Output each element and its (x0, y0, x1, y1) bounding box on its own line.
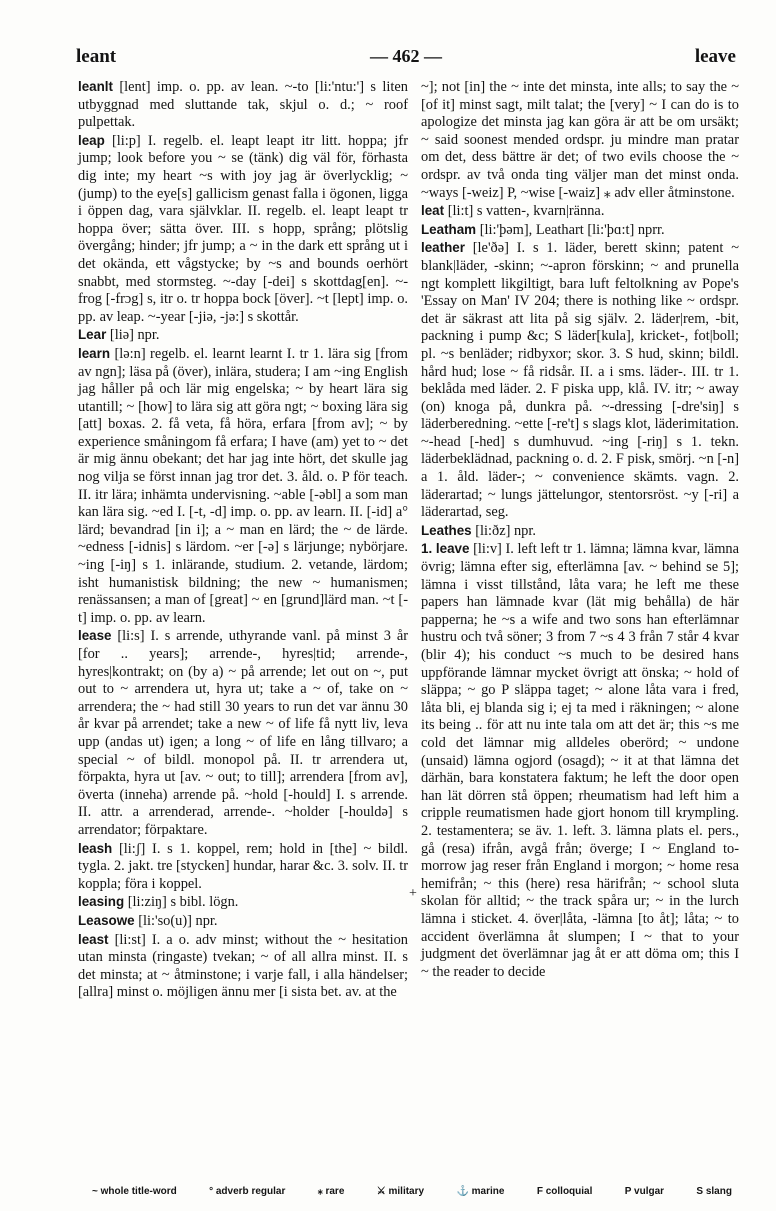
legend-military: ⚔ military (376, 1186, 425, 1197)
headword: Leasowe (78, 912, 135, 928)
abbreviation-legend (92, 1186, 732, 1204)
legend-colloquial: F colloquial (536, 1186, 593, 1197)
page-number: — 462 — (370, 46, 442, 66)
entry-text: [li:s] I. s arrende, uthyrande vanl. på minst 3 år [for .. years]; arrende-, hyres|tid; arrende-, hyres|kontrakt; on (by a) ~ på arrende; let out on ~, put out to ~ arrendera ut, hyra ut; take a ~ of, take on ~ arrendera; the ~ had still 30 years to run det var ännu 30 år kvar på arrendet; take a new ~ of life få nytt liv, leva upp (andas ut) igen; a long ~ of life en lång tillvaro; a special ~ of bildl. monopol på. II. tr arrendera ut, förpakta, hyra ut [av. ~ out; to till]; arrendera [from av], överta (inneha) arrende på. ~hold [-hould] I. s arrende. II. attr. a arrenderad, arrende-. ~holder [-houldə] s arrendator; förpaktare. (78, 628, 408, 838)
margin-plus-mark: + (409, 886, 417, 901)
entry-text: [li:t] s vatten-, kvarn|ränna. (447, 203, 605, 220)
headword: learn (78, 345, 111, 361)
legend-vulgar: P vulgar (624, 1186, 665, 1197)
legend-marine: ⚓ marine (456, 1186, 505, 1197)
entry-leasing (78, 893, 408, 912)
entry-text: [li:v] I. left left tr 1. lämna; lämna kvar, lämna övrig; lämna efter sig, efterlämna [av. ~ behind se 5]; lämna i visst tillstånd, låta vara; he left me these papers han lämnade kvar (lät mig behålla) de här papperna; he ~s a wife and two sons han efterlämnar hustru och två söner; 3 from 7 ~s 4 3 från 7 står 4 kvar (blir 4); his conduct ~s much to be desired hans uppförande lämnar mycket övrigt att önska; ~ hold of släppa; ~ go P släppa taget; ~ alone låta vara i fred, låta bli, ej blanda sig i; ej ta med i räkningen; ~ alone its being .. för att nu inte tala om att det är; this ~s me cold det lämnar mig alldeles oberörd; ~ undone (unsaid) lämna ogjord (osagd); ~ it at that lämna det därhän, bara konstatera faktum; he left the door open han lät dörren stå öppen; rheumatism had left him a cripple reumatismen hade gjort honom till krympling. 2. testamentera; se äv. 1. left. 3. lämna plats el. pers., gå (resa) ifrån, avgå från; överge; I ~ England to-morrow jag reser från England i morgon; ~ home resa hemifrån; ~ this (here) resa härifrån; ~ school sluta skolan för alltid; ~ the track spåra ur; ~ in the lurch lämna i sticket. 4. över|låta, -lämna [to åt]; låta; ~ to accident överlämna åt slumpen; I ~ that to your judgment det överlämnar jag åt er att döma om; this I ~ the reader to decide (421, 541, 739, 980)
legend-rare: ⁎ rare (317, 1186, 345, 1197)
entry-lear (78, 326, 408, 345)
entry-leatham (421, 221, 739, 240)
headword: 1. leave (421, 541, 470, 557)
entry-text: [li:ʃ] I. s 1. koppel, rem; hold in [the] ~ bildl. tygla. 2. jakt. tre [stycken] hundar, harar &c. 3. solv. II. tr koppla; föra i koppel. (78, 840, 408, 892)
entry-lease (78, 627, 408, 839)
headword: Leatham (421, 221, 477, 237)
entry-text: [li:ziŋ] s bibl. lögn. (127, 894, 239, 911)
entry-text: [li:ðz] npr. (475, 522, 536, 539)
headword: Leathes (421, 522, 472, 538)
entry-leap (78, 132, 408, 327)
entry-text: ~]; not [in] the ~ inte det minsta, inte alls; to say the ~ [of it] minst sagt, milt talat; the [very] ~ I can do is to apologize det minsta jag kan göra är att be om ursäkt; ~ said soonest mended ordspr. ju mindre man pratar om det, dess bättre är det; of two evils choose the ~ ordspr. av två onda ting väljer man det minst onda. ~ways [-weiz] P, ~wise [-waiz] ⁎ adv eller åtminstone. (421, 79, 739, 201)
entry-leant (78, 78, 408, 132)
header-right-guideword: leave (694, 46, 736, 67)
page-header (76, 46, 736, 72)
headword: Lear (78, 327, 107, 343)
entry-learn (78, 345, 408, 628)
entry-text: [li:'þəm], Leathart [li:'þɑ:t] nprr. (479, 221, 665, 238)
headword: leap (78, 132, 105, 148)
entry-least (78, 931, 408, 1002)
headword: lease (78, 628, 112, 644)
header-left-guideword: leant (76, 46, 117, 67)
entry-leave (421, 540, 739, 981)
right-column (421, 78, 739, 981)
entry-text: [li:st] I. a o. adv minst; without the ~ hesitation utan minsta (ringaste) tvekan; ~ of all allra minst. II. s det minsta; at ~ åtminstone; i varje fall, i alla händelser; [allra] minst o. möjligen ännu mer [i sista bet. av. at the (78, 931, 408, 1001)
entry-text: [le'ðə] I. s 1. läder, berett skinn; patent ~ blank|läder, -skinn; ~-apron förskinn; ~ and prunella ngt komplett likgiltigt, bara luft feltolkning av Pope's 'Essay on Man' IV 204; there is nothing like ~ ordspr. det är säkrast att lita på sig själv. 2. läder|rem, -bit, packning i pump &c; S läder[kula], kricket-, fot|boll; pl. ~s benläder; ridbyxor; skor. 3. S hud, skinn; bildl. hård hud; lose ~ få ridsår. II. a i sms. läder-. III. tr 1. beklåda med läder. 2. F piska upp, klå. IV. itr; ~ away (on) knoga på, dunkra på. ~-dressing [-dre'siŋ] s läderberedning. ~ette [-re't] s slags klot, läderimitation. ~-head [-hed] s dumhuvud. ~ing [-riŋ] s 1. tekn. läderbeklädnad, packning o. d. 2. F pisk, smörj. ~n [-n] a 1. åld. läder-; ~ convenience skämts. vagn. 2. läderartad; ~ lungs jättelungor, stentorsröst. ~y [-ri] a läderartad, seg. (421, 240, 739, 521)
entry-text: [liə] npr. (109, 327, 160, 344)
headword: leat (421, 203, 445, 219)
entry-leathes (421, 522, 739, 541)
left-column (78, 78, 408, 1002)
entry-least-continued (421, 78, 739, 202)
headword: least (78, 931, 109, 947)
headword: leasing (78, 894, 125, 910)
entry-leasowe (78, 912, 408, 931)
entry-leash (78, 840, 408, 894)
entry-text: [lə:n] regelb. el. learnt learnt I. tr 1. lära sig [from av ngn]; läsa på (över), inlära, studera; I am ~ing English jag håller på och lär mig engelska; ~ by heart lära sig utantill; ~ [how] to lära sig att göra ngt; ~ boxing lära sig [att] boxas. 2. få veta, få höra, erfara [from av]; ~ by experience småningom få erfara; I have (am) yet to ~ det är mig ännu obekant; det har jag inte hört, det skulle jag nog vilja se först innan jag tror det. 3. åld. o. P för teach. II. itr lära; inhämta undervisning. ~able [-əbl] a som man kan lära sig. ~ed I. [-t, -d] imp. o. pp. av learn. II. [-id] a° lärd; bevandrad [in i]; a ~ man en lärd; the ~ de lärde. ~edness [-idnis] s lärdom. ~er [-ə] s lärjunge; nybörjare. ~ing [-iŋ] s 1. inlärande, studium. 2. vetande, lärdom; isht humanistisk bildning; the new ~ humanismen; renässansen; a man of [great] ~ en [grund]lärd man. ~t [-t] imp. o. pp. av learn. (78, 345, 408, 626)
entry-text: [lent] imp. o. pp. av lean. ~-to [li:'ntu:'] s liten utbyggnad med sluttande tak, skjul o. d.; ~ roof pulpettak. (78, 79, 408, 131)
entry-leather (421, 239, 739, 522)
entry-text: [li:p] I. regelb. el. leapt leapt itr litt. hoppa; jfr jump; look before you ~ se (tänk) dig väl för, förhasta dig inte; my heart ~s with joy jag är överlycklig; ~ (jump) to the eye[s] gallicism genast falla i ögonen, ligga i öppen dag, vara självklar. II. regelb. el. leapt leapt tr hoppa över; sätta över. III. s hopp, språng; plötslig övergång; hinder; jfr jump; a ~ in the dark ett språng ut i det okända, ett vågstycke; by ~s and bounds oerhört snabbt, med stormsteg. ~-day [-dei] s skottdag[en]. ~-frog [-frɔg] s, itr o. tr hoppa bock [över]. ~t [lept] imp. o. pp. av leap. ~-year [-jiə, -jə:] s skottår. (78, 132, 409, 325)
headword: leash (78, 840, 113, 856)
headword: leather (421, 240, 465, 256)
legend-whole-title-word: ~ whole title-word (92, 1186, 177, 1197)
headword: leanlt (78, 79, 113, 94)
entry-leat (421, 202, 739, 221)
legend-slang: S slang (696, 1186, 732, 1197)
entry-text: [li:'so(u)] npr. (138, 912, 218, 929)
legend-adverb-regular: ° adverb regular (209, 1186, 286, 1197)
